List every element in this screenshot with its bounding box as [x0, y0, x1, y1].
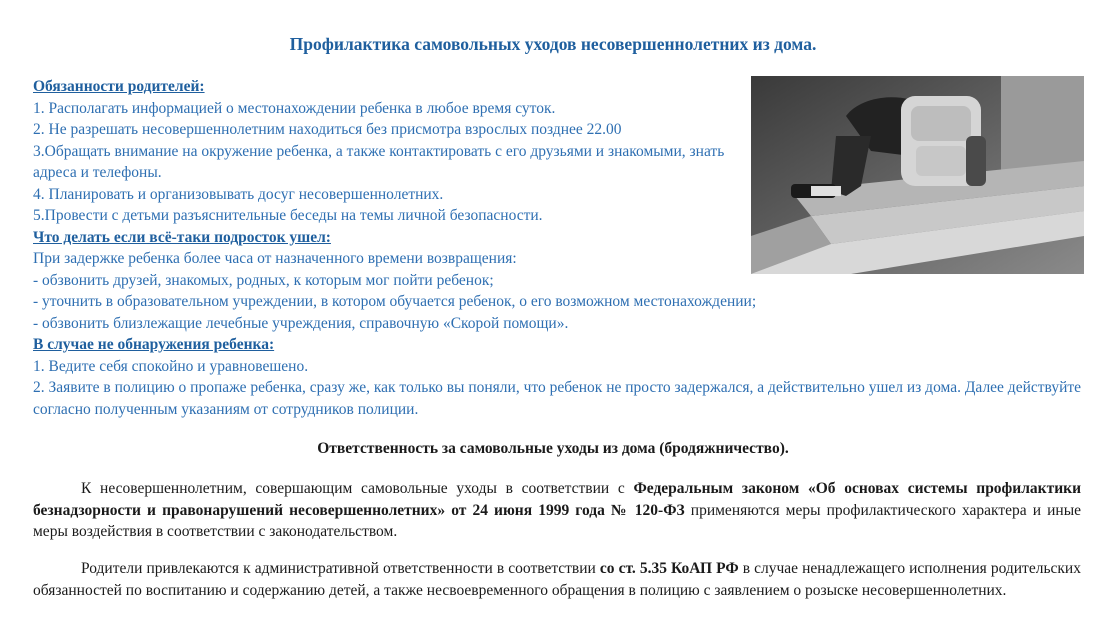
liability-text: Родители привлекаются к административной ответственности в соответствии — [81, 560, 600, 577]
law-paragraph-text: применяются меры профилактического характера и иные меры воздействия в соответствии с законодательством. — [33, 501, 1081, 540]
if-left-line: При задержке ребенка более часа от назначенного времени возвращения: — [33, 250, 517, 267]
law-paragraph-text: К несовершеннолетним, совершающим самовольные уходы в соответствии с — [81, 480, 634, 497]
if-left-line: - обзвонить друзей, знакомых, родных, к которым мог пойти ребенок; — [33, 271, 494, 289]
if-left-heading: Что делать если всё-таки подросток ушел: — [33, 228, 331, 246]
federal-law-reference: Федеральным законом «Об основах системы профилактики безнадзорности и правонарушений несовершеннолетних» от 24 июня 1999 года № 120-ФЗ — [33, 480, 1081, 519]
not-found-heading: В случае не обнаружения ребенка: — [33, 336, 275, 353]
koap-reference: со ст. 5.35 КоАП РФ — [599, 560, 739, 577]
law-paragraph — [33, 478, 1081, 543]
duty-item: 2. Не разрешать несовершеннолетним находиться без присмотра взрослых позднее 22.00 — [33, 121, 622, 138]
duty-item: 5.Провести с детьми разъяснительные беседы на темы личной безопасности. — [33, 207, 543, 224]
duty-item: 4. Планировать и организовывать досуг несовершеннолетних. — [33, 185, 444, 203]
duty-item: 1. Располагать информацией о местонахождении ребенка в любое время суток. — [33, 99, 556, 117]
not-found-line: 2. Заявите в полицию о пропаже ребенка, сразу же, как только вы поняли, что ребенок не просто задержался, а действительно ушел из дома. Далее действуйте согласно полученным указаниям от сотрудников полиции. — [33, 379, 1082, 418]
not-found-line: 1. Ведите себя спокойно и уравновешено. — [33, 357, 309, 375]
if-left-line: - обзвонить близлежащие лечебные учреждения, справочную «Скорой помощи». — [33, 314, 569, 332]
duties-heading: Обязанности родителей: — [33, 78, 205, 95]
if-left-line: - уточнить в образовательном учреждении, в котором обучается ребенок, о его возможном местонахождении; — [33, 293, 757, 310]
teen-on-stairs-photo — [751, 76, 1084, 274]
responsibility-title: Ответственность за самовольные уходы из дома (бродяжничество). — [317, 440, 789, 457]
page-title: Профилактика самовольных уходов несовершеннолетних из дома. — [289, 34, 817, 54]
parents-liability-paragraph — [33, 558, 1081, 601]
duty-item: 3.Обращать внимание на окружение ребенка, а также контактировать с его друзьями и знакомыми, знать адреса и телефоны. — [33, 142, 725, 181]
liability-text: в случае ненадлежащего исполнения родительских обязанностей по воспитанию и содержанию детей, а также несвоевременного обращения в полицию с заявлением о розыске несовершеннолетних. — [33, 560, 1081, 599]
